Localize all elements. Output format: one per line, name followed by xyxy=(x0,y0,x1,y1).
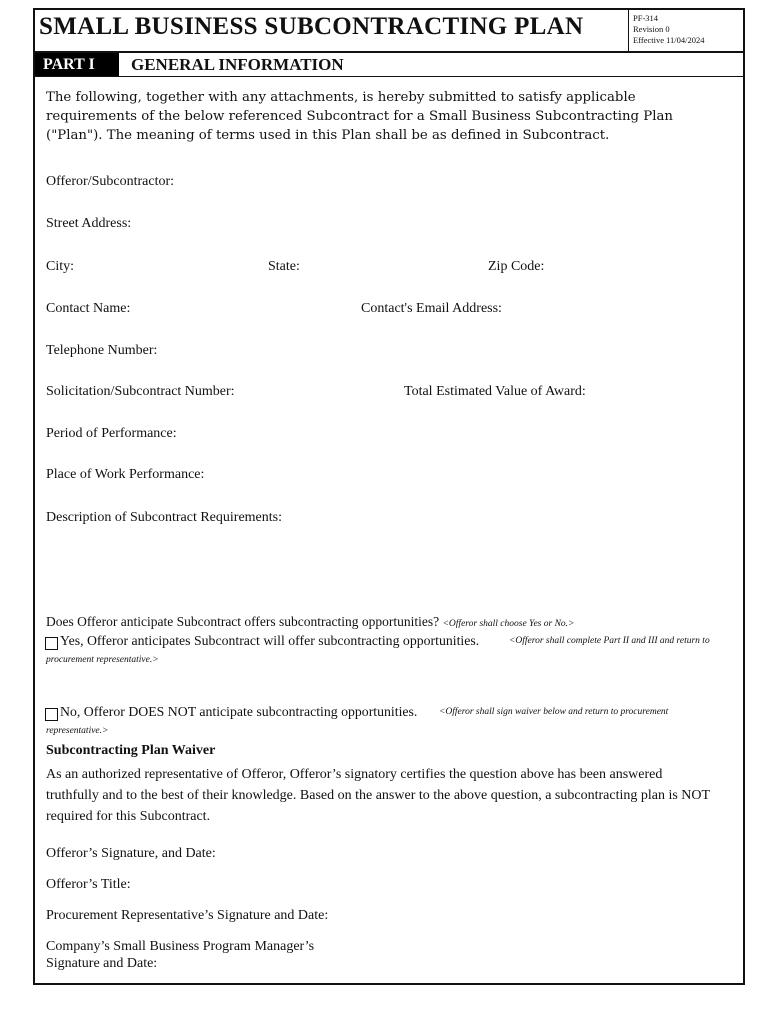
form-title: SMALL BUSINESS SUBCONTRACTING PLAN xyxy=(39,13,584,40)
waiver-line: As an authorized representative of Offeror, Offeror’s signatory certifies the question above has been answered xyxy=(46,767,663,782)
waiver-heading: Subcontracting Plan Waiver xyxy=(46,743,216,758)
total-value-label: Total Estimated Value of Award: xyxy=(404,384,586,399)
sbpm-signature-label-cont: Signature and Date: xyxy=(46,956,158,971)
description-label: Description of Subcontract Requirements: xyxy=(46,510,282,525)
waiver-paragraph xyxy=(46,764,746,827)
intro-line: The following, together with any attachments, is hereby submitted to satisfy applicable xyxy=(46,90,636,105)
solicitation-number-label: Solicitation/Subcontract Number: xyxy=(46,384,235,399)
sbpm-signature-label: Company’s Small Business Program Manager’s xyxy=(46,939,315,954)
zip-code-label: Zip Code: xyxy=(488,259,545,274)
form-effective-date: Effective 11/04/2024 xyxy=(633,35,705,45)
offeror-label: Offeror/Subcontractor: xyxy=(46,174,175,189)
yes-option-note-cont: procurement representative.> xyxy=(46,655,159,665)
yes-option-text: Yes, Offeror anticipates Subcontract will offer subcontracting opportunities. xyxy=(60,633,480,648)
offeror-title-label: Offeror’s Title: xyxy=(46,877,131,892)
procurement-signature-label: Procurement Representative’s Signature and Date: xyxy=(46,908,329,923)
question-text: Does Offeror anticipate Subcontract offers subcontracting opportunities? xyxy=(46,614,440,629)
contact-name-label: Contact Name: xyxy=(46,301,131,316)
contact-email-label: Contact's Email Address: xyxy=(361,301,502,316)
intro-line: requirements of the below referenced Subcontract for a Small Business Subcontracting Plan xyxy=(46,109,673,124)
intro-paragraph xyxy=(46,88,736,145)
place-of-performance-label: Place of Work Performance: xyxy=(46,467,205,482)
city-label: City: xyxy=(46,259,75,274)
form-revision: Revision 0 xyxy=(633,24,670,34)
waiver-line: truthfully and to the best of their knowledge. Based on the answer to the above question, a subcontracting plan is NOT xyxy=(46,788,711,803)
form-frame xyxy=(33,8,745,985)
street-address-label: Street Address: xyxy=(46,216,132,231)
no-option-text: No, Offeror DOES NOT anticipate subcontracting opportunities. xyxy=(60,704,418,719)
subcontracting-question xyxy=(46,614,574,630)
state-label: State: xyxy=(268,259,300,274)
part-title: GENERAL INFORMATION xyxy=(131,55,344,74)
no-option-note: <Offeror shall sign waiver below and return to procurement xyxy=(439,707,669,717)
form-meta-box xyxy=(628,10,743,51)
period-of-performance-label: Period of Performance: xyxy=(46,426,177,441)
yes-checkbox[interactable] xyxy=(45,637,58,650)
no-checkbox[interactable] xyxy=(45,708,58,721)
intro-line: ("Plan"). The meaning of terms used in this Plan shall be as defined in Subcontract. xyxy=(46,128,610,143)
no-option-note-cont: representative.> xyxy=(46,726,109,736)
telephone-label: Telephone Number: xyxy=(46,343,158,358)
part-number: PART I xyxy=(35,53,119,76)
form-header xyxy=(35,10,743,51)
offeror-signature-label: Offeror’s Signature, and Date: xyxy=(46,846,216,861)
form-id: PF-314 xyxy=(633,13,659,23)
part-band xyxy=(35,51,743,77)
waiver-line: required for this Subcontract. xyxy=(46,809,211,824)
yes-option-note: <Offeror shall complete Part II and III and return to xyxy=(509,636,710,646)
question-note: <Offeror shall choose Yes or No.> xyxy=(442,619,575,629)
